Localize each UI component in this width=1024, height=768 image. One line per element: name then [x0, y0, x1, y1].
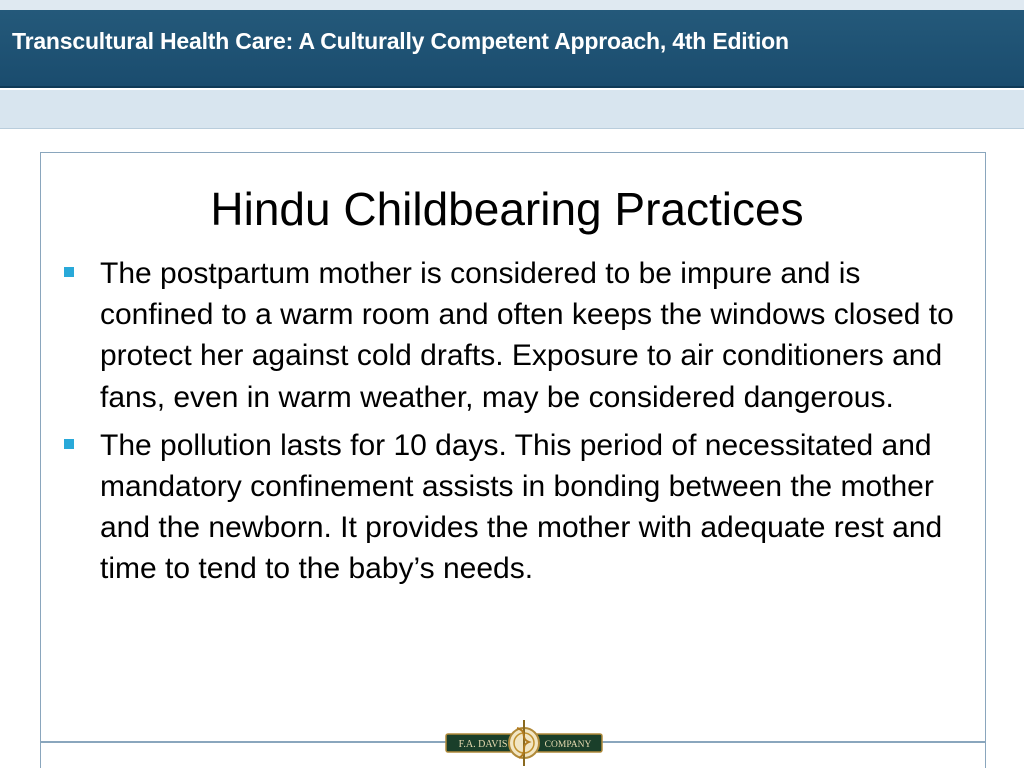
header-sub-band: [0, 90, 1024, 129]
square-bullet-icon: [64, 439, 74, 449]
square-bullet-icon: [64, 267, 74, 277]
book-title: Transcultural Health Care: A Culturally Competent Approach, 4th Edition: [12, 28, 789, 54]
top-strip: [0, 0, 1024, 10]
slide-title: Hindu Childbearing Practices: [210, 183, 804, 235]
bullet-text: The postpartum mother is considered to be impure and is confined to a warm room and often keeps the windows closed to protect her against cold drafts. Exposure to air conditioners and fans, even in warm weather, may be considered dangerous.: [100, 257, 954, 414]
logo-text-left: F.A. DAVIS: [458, 739, 508, 750]
header-bar: [0, 10, 1024, 88]
fa-davis-logo: [443, 712, 605, 768]
bullet-text: The pollution lasts for 10 days. This period of necessitated and mandatory confinement assists in bonding between the mother and the newborn. It provides the mother with adequate rest and time to tend to the baby’s needs.: [100, 428, 943, 586]
logo-text-right: COMPANY: [544, 740, 592, 750]
bullet-item: [60, 253, 980, 418]
bullet-item: [60, 425, 980, 590]
bullet-list: [60, 253, 980, 597]
